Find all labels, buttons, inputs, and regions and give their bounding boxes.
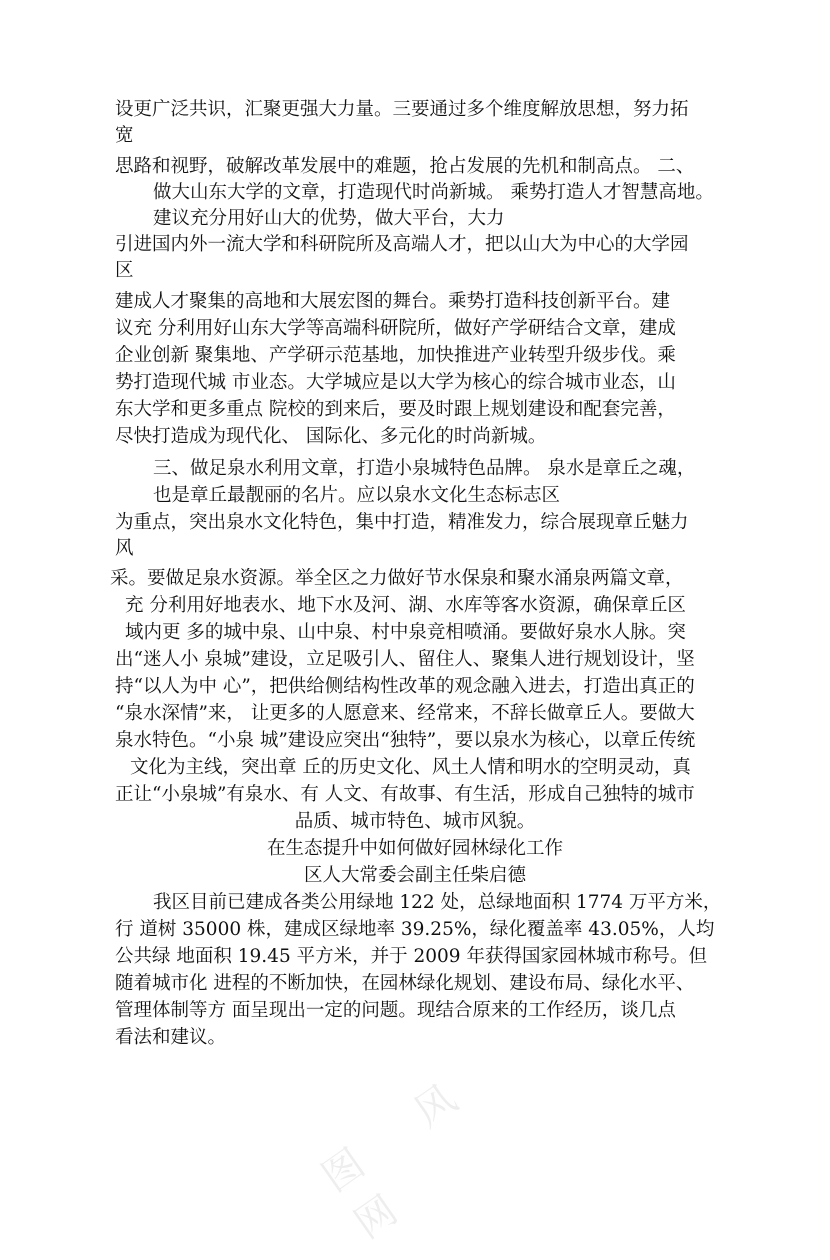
text-line: 东大学和更多重点 院校的到来后，要及时跟上规划建设和配套完善， (115, 399, 676, 420)
text-line: 区 (115, 260, 134, 281)
text-line: 尽快打造成为现代化、 国际化、多元化的时尚新城。 (115, 426, 547, 447)
text-line: 正让“小泉城”有泉水、有 人文、有故事、有生活，形成自己独特的城市 (115, 784, 695, 805)
text-line: 引进国内外一流大学和科研院所及高端人才，把以山大为中心的大学园 (115, 234, 689, 255)
text-line: 设更广泛共识，汇聚更强大力量。三要通过多个维度解放思想，努力拓 (115, 99, 689, 120)
text-line: 议充 分利用好山东大学等高端科研院所，做好产学研结合文章，建成 (115, 318, 676, 339)
text-line: 充 分利用好地表水、地下水及河、湖、水库等客水资源，确保章丘区 (125, 595, 686, 616)
text-line: 文化为主线，突出章 丘的历史文化、风土人情和明水的空明灵动，真 (130, 757, 691, 778)
text-line: 思路和视野，破解改革发展中的难题，抢占发展的先机和制高点。 二、 (115, 156, 695, 177)
text-line: 建议充分用好山大的优势，做大平台，大力 (153, 208, 505, 229)
text-line: 三、做足泉水利用文章，打造小泉城特色品牌。 泉水是章丘之魂， (153, 458, 696, 479)
text-line: 管理体制等方 面呈现出一定的问题。现结合原来的工作经历，谈几点 (115, 1000, 676, 1021)
text-line: 建成人才聚集的高地和大展宏图的舞台。乘势打造科技创新平台。建 (115, 291, 671, 312)
text-line: 为重点，突出泉水文化特色，集中打造，精准发力，综合展现章丘魅力 (115, 512, 689, 533)
text-line: “泉水深情”来， 让更多的人愿意来、经常来，不辞长做章丘人。要做大 (115, 703, 695, 724)
text-line: 品质、城市特色、城市风貌。 (294, 811, 536, 832)
text-line: 宽 (115, 125, 134, 146)
text-line: 风 (115, 538, 134, 559)
article-title: 在生态提升中如何做好园林绿化工作 (266, 838, 563, 859)
text-line: 公共绿 地面积 19.45 平方米，并于 2009 年获得国家园林城市称号。但 (115, 946, 707, 967)
text-line: 也是章丘最靓丽的名片。应以泉水文化生态标志区 (153, 485, 561, 506)
article-author: 区人大常委会副主任柴启德 (303, 865, 526, 886)
text-line: 企业创新 聚集地、产学研示范基地，加快推进产业转型升级步伐。乘 (115, 345, 676, 366)
text-line: 我区目前已建成各类公用绿地 122 处，总绿地面积 1774 万平方米， (153, 892, 722, 913)
text-line: 做大山东大学的文章，打造现代时尚新城。 乘势打造人才智慧高地。 (153, 182, 714, 203)
text-line: 出“迷人小 泉城”建设，立足吸引人、留住人、聚集人进行规划设计，坚 (115, 649, 695, 670)
watermark-text: 图 风 网 (313, 1058, 490, 1248)
text-line: 随着城市化 进程的不断加快，在园林绿化规划、建设布局、绿化水平、 (115, 973, 695, 994)
text-line: 看法和建议。 (115, 1027, 227, 1048)
text-line: 采。要做足泉水资源。举全区之力做好节水保泉和聚水涌泉两篇文章， (110, 568, 684, 589)
text-line: 域内更 多的城中泉、山中泉、村中泉竞相喷涌。要做好泉水人脉。突 (125, 622, 686, 643)
text-line: 行 道树 35000 株，建成区绿地率 39.25%，绿化覆盖率 43.05%，人均 (115, 919, 715, 940)
text-line: 势打造现代城 市业态。大学城应是以大学为核心的综合城市业态，山 (115, 372, 676, 393)
text-line: 泉水特色。“小泉 城”建设应突出“独特”，要以泉水为核心，以章丘传统 (115, 730, 696, 751)
text-line: 持“以人为中 心”，把供给侧结构性改革的观念融入进去，打造出真正的 (115, 676, 695, 697)
